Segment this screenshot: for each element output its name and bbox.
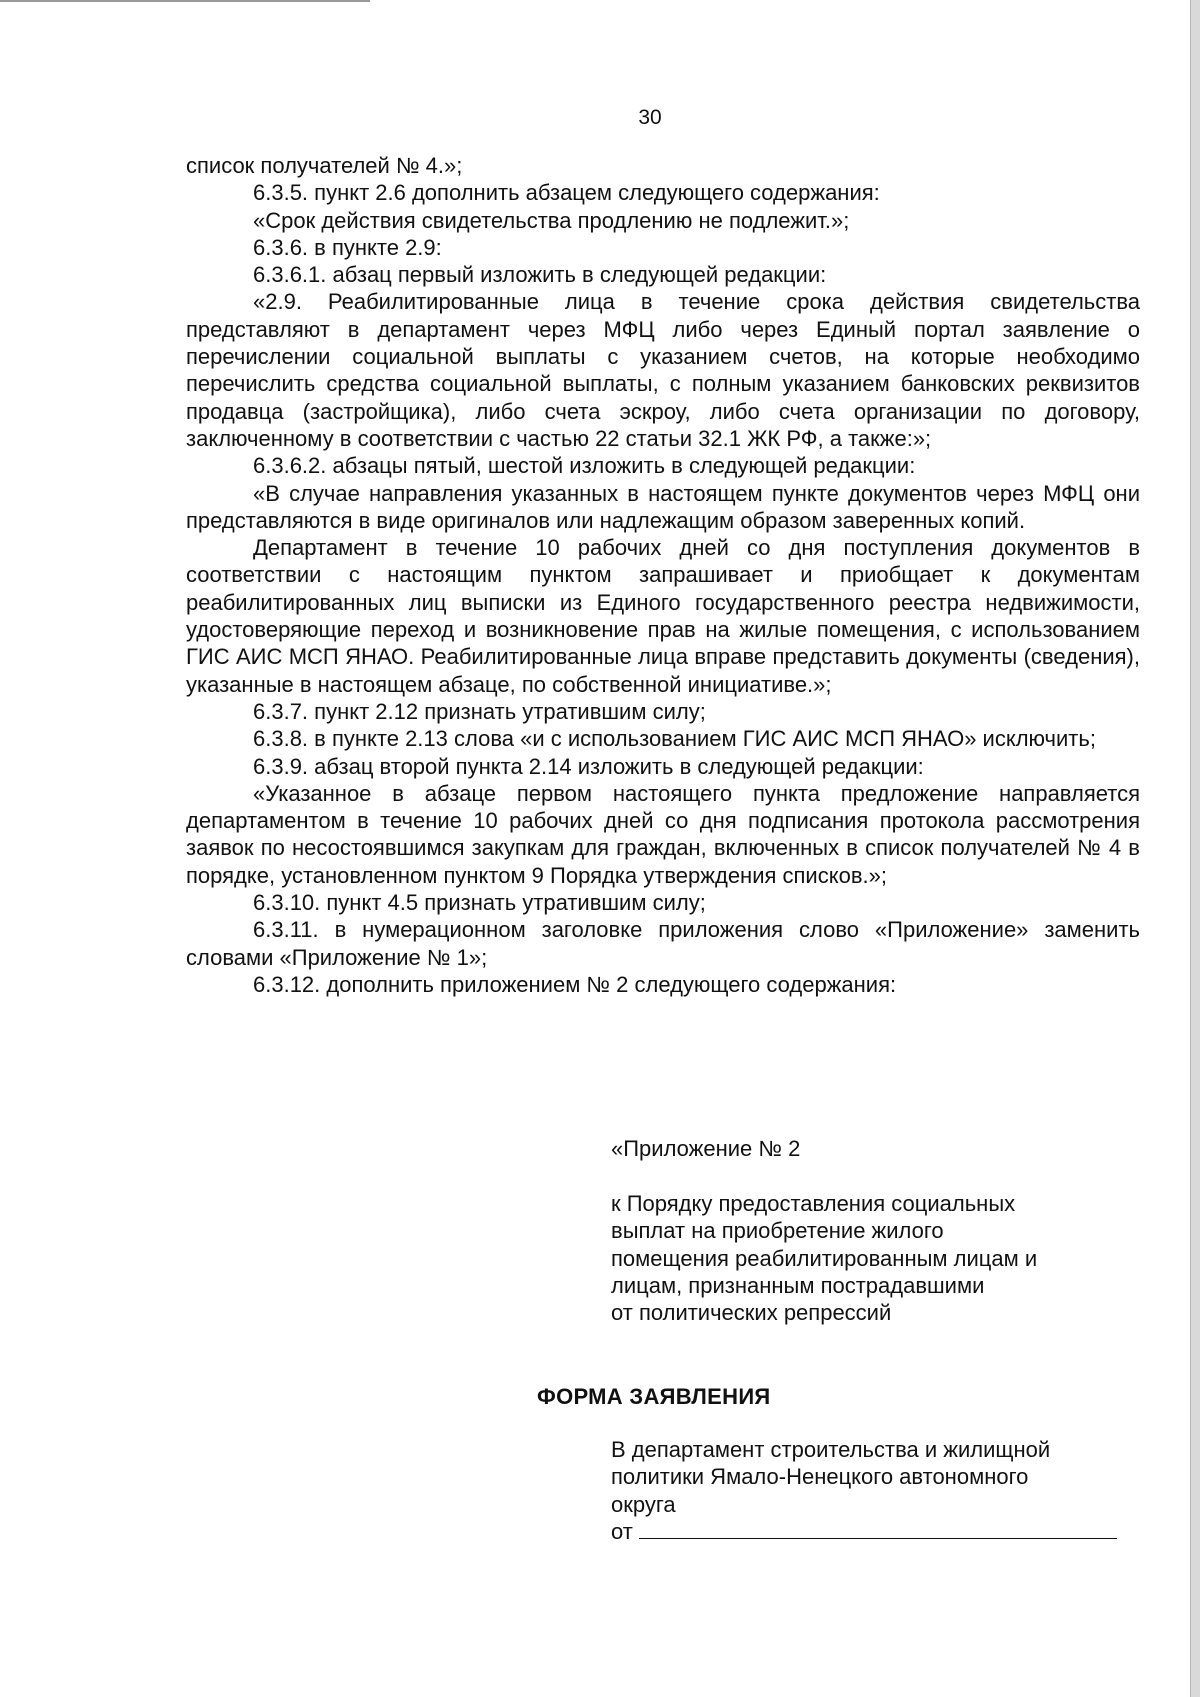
from-label: от: [611, 1518, 633, 1544]
appendix-heading-block: [611, 1135, 1171, 1162]
appendix-reference: [611, 1190, 1171, 1326]
paragraph: 6.3.6.1. абзац первый изложить в следующей редакции:: [253, 262, 827, 288]
addressee-line: политики Ямало-Ненецкого автономного: [611, 1464, 1029, 1490]
paragraph: 6.3.7. пункт 2.12 признать утратившим силу;: [253, 698, 706, 724]
form-title: ФОРМА ЗАЯВЛЕНИЯ: [537, 1384, 771, 1409]
scan-edge-line: [0, 0, 370, 2]
appendix-line: к Порядку предоставления социальных: [611, 1191, 1016, 1216]
paragraph: 6.3.9. абзац второй пункта 2.14 изложить в следующей редакции:: [253, 753, 924, 779]
document-body: [186, 152, 1140, 998]
paragraph: 6.3.12. дополнить приложением № 2 следующего содержания:: [253, 971, 897, 997]
addressee-block: [611, 1436, 1171, 1545]
appendix-heading: «Приложение № 2: [611, 1136, 801, 1161]
paragraph: «2.9. Реабилитированные лица в течение срока действия свидетельства представляют в департамент через МФЦ либо через Единый портал заявление о перечислении социальной выплаты с указанием счетов, на которые необходимо перечислить средства социальной выплаты, с полным указанием банковских реквизитов продавца (застройщика), либо счета эскроу, либо счета организации по договору, заключенному в соответствии с частью 22 статьи 32.1 ЖК РФ, а также:»;: [186, 289, 1140, 451]
paragraph: 6.3.11. в нумерационном заголовке приложения слово «Приложение» заменить словами «Приложение № 1»;: [186, 917, 1140, 970]
paragraph: 6.3.6.2. абзацы пятый, шестой изложить в следующей редакции:: [253, 453, 916, 479]
appendix-line: от политических репрессий: [611, 1300, 892, 1326]
appendix-line: выплат на приобретение жилого: [611, 1218, 944, 1244]
paragraph: «В случае направления указанных в настоящем пункте документов через МФЦ они представляются в виде оригиналов или надлежащим образом заверенных копий.: [186, 480, 1140, 533]
addressee-line: округа: [611, 1491, 676, 1517]
paragraph: «Указанное в абзаце первом настоящего пункта предложение направляется департаментом в течение 10 рабочих дней со дня подписания протокола рассмотрения заявок по несостоявшимся закупкам для граждан, включенных в список получателей № 4 в порядке, установленном пунктом 9 Порядка утверждения списков.»;: [186, 780, 1140, 888]
appendix-line: помещения реабилитированным лицам и: [611, 1245, 1038, 1271]
page-number: 30: [638, 106, 662, 129]
from-fill-line: [639, 1518, 1117, 1539]
scan-page-edge: [1190, 0, 1200, 1697]
addressee-line: В департамент строительства и жилищной: [611, 1437, 1051, 1462]
paragraph: 6.3.10. пункт 4.5 признать утратившим силу;: [253, 890, 706, 916]
appendix-line: лицам, признанным пострадавшими: [611, 1272, 985, 1298]
paragraph: 6.3.8. в пункте 2.13 слова «и с использованием ГИС АИС МСП ЯНАО» исключить;: [253, 726, 1096, 752]
paragraph: 6.3.6. в пункте 2.9:: [253, 234, 442, 260]
paragraph: «Срок действия свидетельства продлению не подлежит.»;: [253, 207, 850, 233]
paragraph: Департамент в течение 10 рабочих дней со дня поступления документов в соответствии с настоящим пунктом запрашивает и приобщает к документам реабилитированных лиц выписки из Единого государственного реестра недвижимости, удостоверяющие переход и возникновение прав на жилые помещения, с использованием ГИС АИС МСП ЯНАО. Реабилитированные лица вправе представить документы (сведения), указанные в настоящем абзаце, по собственной инициативе.»;: [186, 535, 1140, 697]
from-field: [611, 1518, 1171, 1545]
paragraph: список получателей № 4.»;: [186, 153, 463, 178]
paragraph: 6.3.5. пункт 2.6 дополнить абзацем следующего содержания:: [253, 180, 880, 206]
